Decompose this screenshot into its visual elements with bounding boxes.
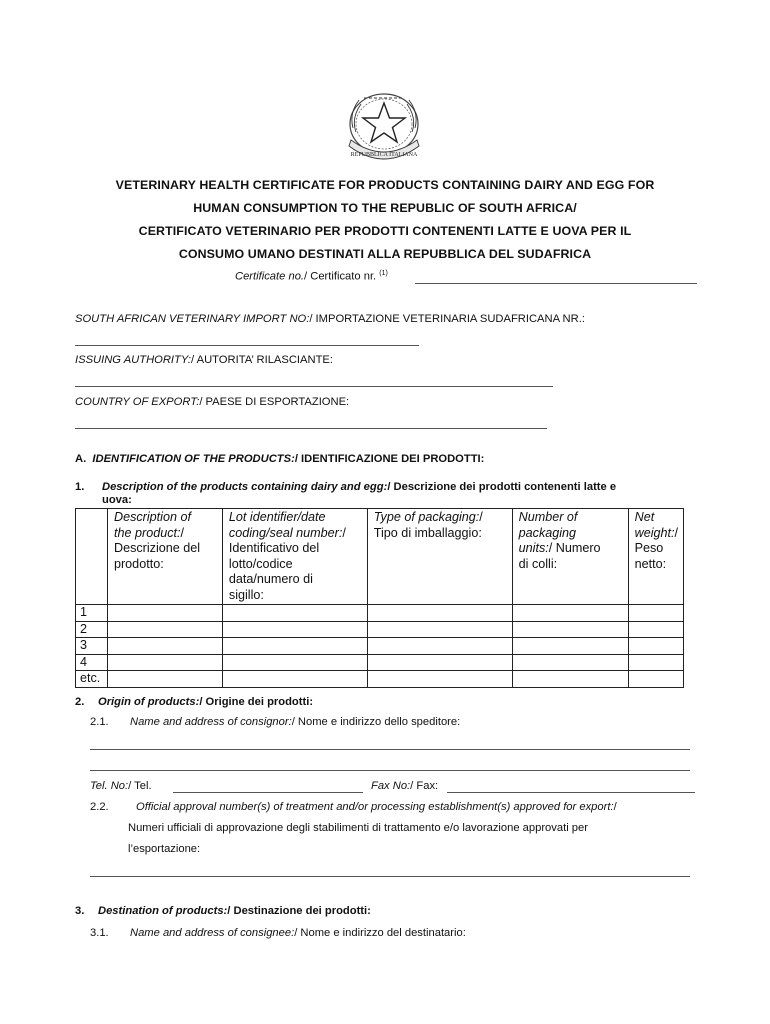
cell-lot[interactable] [222, 605, 367, 622]
tel-field[interactable] [173, 792, 363, 793]
table-row [76, 638, 684, 655]
cell-description[interactable] [107, 654, 222, 671]
cell-units[interactable] [512, 621, 628, 638]
section-a-heading: A. IDENTIFICATION OF THE PRODUCTS:/ IDENTIFICAZIONE DEI PRODOTTI: [75, 453, 485, 465]
table-header-index [76, 509, 108, 605]
certificate-no-field[interactable] [415, 283, 697, 284]
item-3-label: Destination of products:/ Destinazione dei prodotti: [98, 905, 371, 917]
row-index: 1 [76, 605, 108, 622]
cell-packaging[interactable] [367, 654, 512, 671]
item-2-1-label: Name and address of consignor:/ Nome e indirizzo dello speditore: [130, 716, 461, 728]
cell-packaging[interactable] [367, 605, 512, 622]
header-description: Description of the product:/ Descrizione del prodotto: [107, 509, 222, 605]
cell-units[interactable] [512, 605, 628, 622]
cell-description[interactable] [107, 638, 222, 655]
tel-label: Tel. No:/ Tel. [90, 780, 152, 792]
title-line-2: HUMAN CONSUMPTION TO THE REPUBLIC OF SOUTH AFRICA/ [193, 201, 577, 215]
item-3-1-label: Name and address of consignee:/ Nome e indirizzo del destinatario: [130, 927, 466, 939]
cell-packaging[interactable] [367, 621, 512, 638]
cell-units[interactable] [512, 654, 628, 671]
consignor-line-1[interactable] [90, 749, 690, 750]
item-1-label: Description of the products containing dairy and egg:/ Descrizione dei prodotti contenenti latte e [102, 481, 617, 493]
item-1-number: 1. [75, 481, 85, 493]
issuing-authority-label: ISSUING AUTHORITY:/ AUTORITA’ RILASCIANTE: [75, 354, 333, 366]
import-no-field[interactable] [75, 345, 419, 346]
cell-description[interactable] [107, 621, 222, 638]
cell-weight[interactable] [628, 638, 683, 655]
fax-field[interactable] [447, 792, 695, 793]
table-header-row [76, 509, 684, 605]
item-2-label: Origin of products:/ Origine dei prodotti: [98, 696, 314, 708]
consignor-line-2[interactable] [90, 770, 690, 771]
item-2-1-number: 2.1. [90, 716, 109, 728]
cell-weight[interactable] [628, 654, 683, 671]
cell-packaging[interactable] [367, 671, 512, 688]
title-line-1: VETERINARY HEALTH CERTIFICATE FOR PRODUCTS CONTAINING DAIRY AND EGG FOR [115, 178, 655, 192]
country-of-export-label: COUNTRY OF EXPORT:/ PAESE DI ESPORTAZIONE: [75, 396, 350, 408]
item-2-number: 2. [75, 696, 85, 708]
cell-weight[interactable] [628, 621, 683, 638]
emblem-motto: REPUBBLICA ITALIANA [350, 152, 418, 158]
row-index: 2 [76, 621, 108, 638]
header-lot-identifier: Lot identifier/date coding/seal number:/ Identificativo del lotto/codice data/numero di sigillo: [222, 509, 367, 605]
header-packaging-type: Type of packaging:/ Tipo di imballaggio: [367, 509, 512, 605]
item-2-2-label-it: Numeri ufficiali di approvazione degli stabilimenti di trattamento e/o lavorazione approvati per [128, 822, 588, 834]
italian-emblem-star-icon [339, 88, 429, 166]
item-2-2-label-it-cont: l’esportazione: [128, 843, 201, 855]
header-net-weight: Net weight:/ Peso netto: [628, 509, 683, 605]
row-index: 4 [76, 654, 108, 671]
item-3-number: 3. [75, 905, 85, 917]
cell-description[interactable] [107, 671, 222, 688]
table-row [76, 605, 684, 622]
approval-number-field[interactable] [90, 876, 690, 877]
country-of-export-field[interactable] [75, 428, 547, 429]
cell-description[interactable] [107, 605, 222, 622]
table-row [76, 621, 684, 638]
cell-packaging[interactable] [367, 638, 512, 655]
cell-lot[interactable] [222, 638, 367, 655]
item-2-2-number: 2.2. [90, 801, 109, 813]
item-1-label-cont: uova: [102, 494, 132, 506]
issuing-authority-field[interactable] [75, 386, 553, 387]
cell-lot[interactable] [222, 654, 367, 671]
cell-units[interactable] [512, 638, 628, 655]
row-index: 3 [76, 638, 108, 655]
cell-units[interactable] [512, 671, 628, 688]
table-row [76, 671, 684, 688]
cell-lot[interactable] [222, 621, 367, 638]
fax-label: Fax No:/ Fax: [371, 780, 439, 792]
item-2-2-label: Official approval number(s) of treatment and/or processing establishment(s) approved for export:/ [136, 801, 617, 813]
row-index: etc. [76, 671, 108, 688]
import-no-label: SOUTH AFRICAN VETERINARY IMPORT NO:/ IMPORTAZIONE VETERINARIA SUDAFRICANA NR.: [75, 313, 585, 325]
cell-lot[interactable] [222, 671, 367, 688]
cell-weight[interactable] [628, 671, 683, 688]
cell-weight[interactable] [628, 605, 683, 622]
header-packaging-units: Number of packaging units:/ Numero di colli: [512, 509, 628, 605]
certificate-no-label: Certificate no./ Certificato nr. $^{(1)}$ [235, 270, 388, 283]
products-table [75, 508, 684, 688]
item-3-1-number: 3.1. [90, 927, 109, 939]
title-line-4: CONSUMO UMANO DESTINATI ALLA REPUBBLICA DEL SUDAFRICA [178, 247, 592, 261]
table-row [76, 654, 684, 671]
title-line-3: CERTIFICATO VETERINARIO PER PRODOTTI CONTENENTI LATTE E UOVA PER IL [138, 224, 632, 238]
